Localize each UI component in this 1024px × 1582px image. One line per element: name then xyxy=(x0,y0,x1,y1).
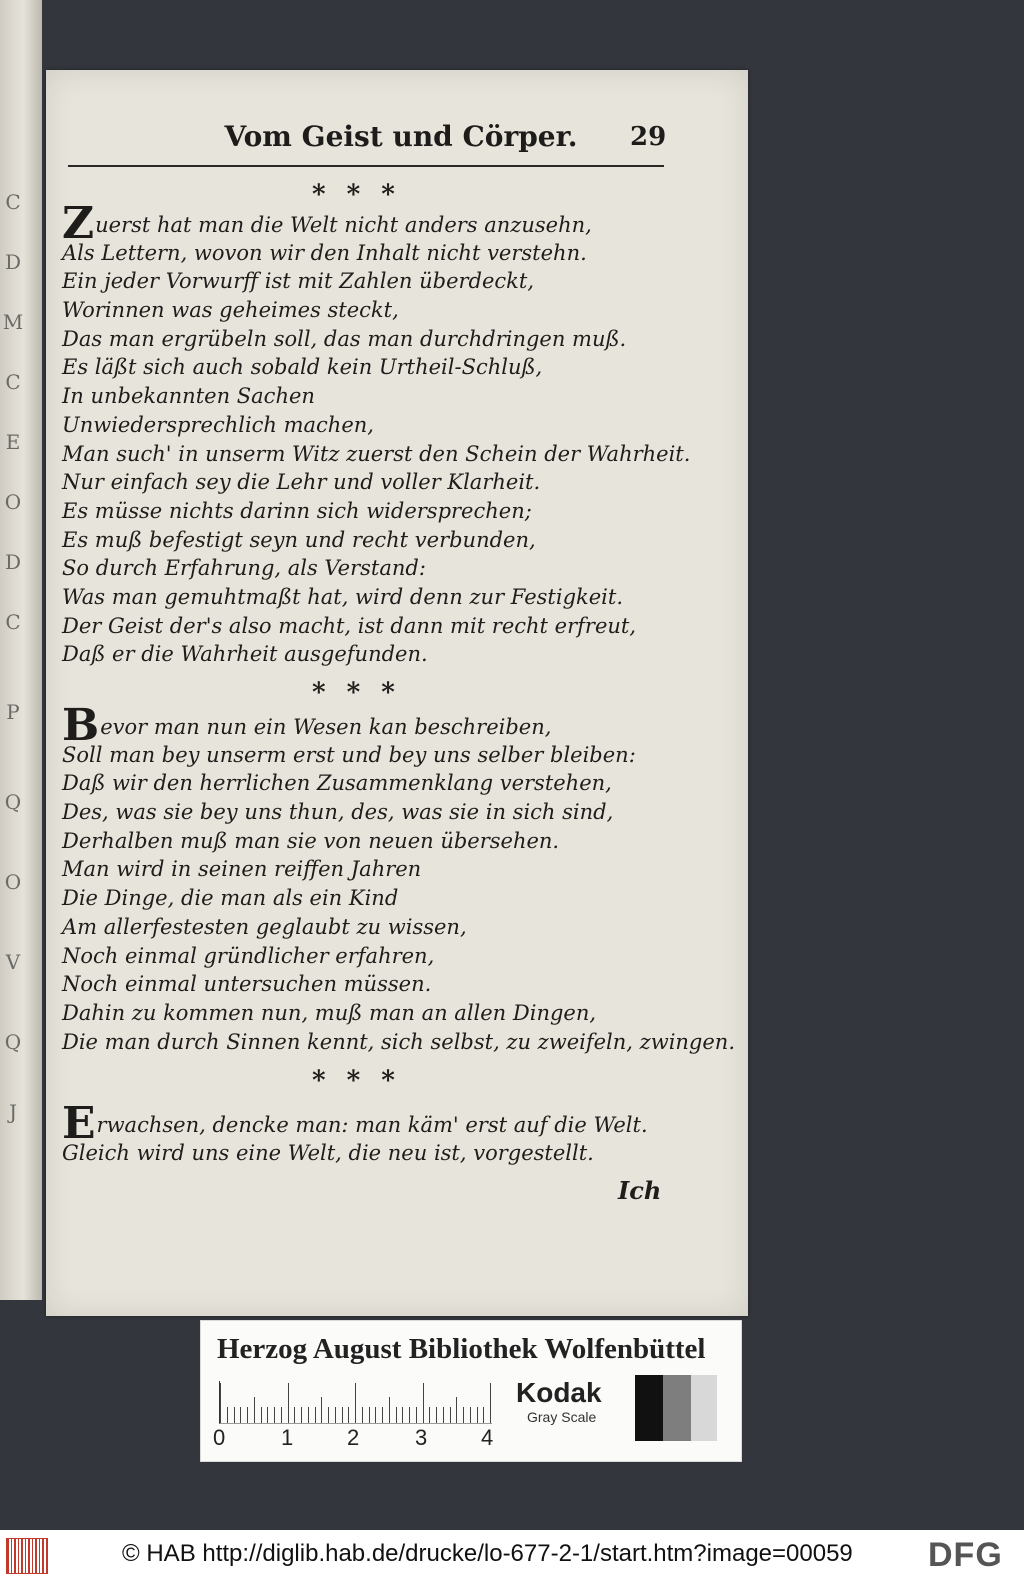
verse-line: Des, was sie bey uns thun, des, was sie in sich sind, xyxy=(62,800,614,825)
ruler-number: 4 xyxy=(481,1425,494,1450)
ruler-tick xyxy=(288,1383,289,1423)
edge-glyph: O xyxy=(4,490,22,514)
ruler-tick xyxy=(402,1407,403,1423)
book-page xyxy=(46,70,748,1316)
ruler-tick xyxy=(274,1407,275,1423)
ruler-tick xyxy=(389,1397,390,1423)
ruler-tick xyxy=(267,1407,268,1423)
verse-line: Am allerfestesten geglaubt zu wissen, xyxy=(62,914,467,939)
ruler-tick xyxy=(396,1407,397,1423)
verse-line: Ein jeder Vorwurff ist mit Zahlen überdeckt, xyxy=(62,269,535,294)
edge-glyph: M xyxy=(2,310,24,334)
ruler-tick xyxy=(227,1407,228,1423)
edge-glyph: P xyxy=(6,700,20,724)
verse-line: Derhalben muß man sie von neuen übersehen. xyxy=(62,828,560,853)
library-name: Herzog August Bibliothek Wolfenbüttel xyxy=(217,1333,706,1365)
drop-capital: Z xyxy=(62,198,95,249)
edge-glyph: D xyxy=(4,250,22,274)
ruler-tick xyxy=(463,1407,464,1423)
running-head: Vom Geist und Cörper. xyxy=(224,120,578,153)
verse-line: Es müsse nichts darinn sich widersprechen; xyxy=(62,498,532,523)
ruler-tick xyxy=(409,1407,410,1423)
ruler-tick xyxy=(490,1383,491,1423)
asterism-ornament: * * * xyxy=(312,678,401,708)
verse-line: Als Lettern, wovon wir den Inhalt nicht verstehn. xyxy=(62,240,587,265)
verse-line: Dahin zu kommen nun, muß man an allen Dingen, xyxy=(62,1000,597,1025)
kodak-brand: Kodak xyxy=(516,1377,602,1408)
ruler-tick xyxy=(450,1407,451,1423)
verse-line: Was man gemuhtmaßt hat, wird denn zur Festigkeit. xyxy=(62,584,624,609)
ruler-tick xyxy=(483,1407,484,1423)
drop-capital: B xyxy=(62,700,100,751)
ruler-tick xyxy=(423,1383,424,1423)
adjacent-page-edge xyxy=(0,0,42,1300)
header-rule xyxy=(68,165,664,167)
verse-line: Soll man bey unserm erst und bey uns selber bleiben: xyxy=(62,742,636,767)
ruler-tick xyxy=(375,1407,376,1423)
ruler-tick xyxy=(369,1407,370,1423)
edge-glyph: C xyxy=(5,610,21,634)
verse-line: Daß er die Wahrheit ausgefunden. xyxy=(62,642,428,667)
verse-line: Noch einmal untersuchen müssen. xyxy=(62,972,432,997)
edge-glyph: Q xyxy=(4,1030,22,1054)
verse-line: Es muß befestigt seyn und recht verbunden, xyxy=(62,527,536,552)
ruler-number: 0 xyxy=(213,1425,226,1450)
ruler-tick xyxy=(477,1407,478,1423)
ruler-tick xyxy=(234,1407,235,1423)
scale-ruler xyxy=(219,1381,492,1424)
edge-glyph: C xyxy=(5,370,21,394)
gray-swatch-mid xyxy=(663,1375,691,1441)
ruler-tick xyxy=(436,1407,437,1423)
ruler-tick xyxy=(261,1407,262,1423)
footer-bar xyxy=(0,1530,1024,1582)
edge-glyph: J xyxy=(8,1100,18,1124)
dfg-logo: DFG xyxy=(928,1536,1003,1574)
ruler-tick xyxy=(247,1407,248,1423)
verse-line: Bevor man nun ein Wesen kan beschreiben, xyxy=(62,700,552,751)
ruler-tick xyxy=(429,1407,430,1423)
edge-glyph: Q xyxy=(4,790,22,814)
verse-line: Worinnen was geheimes steckt, xyxy=(62,298,399,323)
catchword: Ich xyxy=(618,1176,662,1205)
verse-line: Die man durch Sinnen kennt, sich selbst, zu zweifeln, zwingen. xyxy=(62,1029,736,1054)
verse-line: So durch Erfahrung, als Verstand: xyxy=(62,556,426,581)
gray-swatch-light xyxy=(691,1375,717,1441)
verse-line: Erwachsen, dencke man: man käm' erst auf die Welt. xyxy=(62,1098,648,1149)
asterism-ornament: * * * xyxy=(312,1066,401,1096)
ruler-tick xyxy=(281,1407,282,1423)
kodak-subtitle: Gray Scale xyxy=(527,1409,597,1425)
ruler-tick xyxy=(443,1407,444,1423)
verse-line: In unbekannten Sachen xyxy=(62,384,315,409)
verse-line: Daß wir den herrlichen Zusammenklang verstehen, xyxy=(62,771,612,796)
ruler-tick xyxy=(254,1397,255,1423)
gray-swatch-black xyxy=(635,1375,663,1441)
edge-glyph: D xyxy=(4,550,22,574)
ruler-tick xyxy=(315,1407,316,1423)
verse-line: Man such' in unserm Witz zuerst den Schein der Wahrheit. xyxy=(62,441,691,466)
verse-line: Noch einmal gründlicher erfahren, xyxy=(62,943,435,968)
ruler-tick xyxy=(335,1407,336,1423)
verse-line: Zuerst hat man die Welt nicht anders anzusehn, xyxy=(62,198,592,249)
ruler-tick xyxy=(294,1407,295,1423)
ruler-tick xyxy=(321,1397,322,1423)
barcode-icon xyxy=(6,1538,48,1574)
ruler-tick xyxy=(301,1407,302,1423)
ruler-tick xyxy=(355,1383,356,1423)
verse-line: Nur einfach sey die Lehr und voller Klarheit. xyxy=(62,470,541,495)
ruler-tick xyxy=(308,1407,309,1423)
verse-line: Das man ergrübeln soll, das man durchdringen muß. xyxy=(62,326,627,351)
ruler-tick xyxy=(328,1407,329,1423)
ruler-number: 3 xyxy=(415,1425,428,1450)
verse-line: Man wird in seinen reiffen Jahren xyxy=(62,857,422,882)
ruler-tick xyxy=(470,1407,471,1423)
ruler-number: 2 xyxy=(347,1425,360,1450)
library-reference-card xyxy=(200,1320,742,1462)
source-url[interactable]: © HAB http://diglib.hab.de/drucke/lo-677-2-1/start.htm?image=00059 xyxy=(122,1540,853,1567)
verse-line: Die Dinge, die man als ein Kind xyxy=(62,886,399,911)
edge-glyph: C xyxy=(5,190,21,214)
edge-glyph: V xyxy=(5,950,21,974)
verse-line: Unwiedersprechlich machen, xyxy=(62,412,374,437)
ruler-tick xyxy=(456,1397,457,1423)
ruler-tick xyxy=(342,1407,343,1423)
verse-line: Gleich wird uns eine Welt, die neu ist, vorgestellt. xyxy=(62,1140,594,1165)
page-number: 29 xyxy=(630,122,667,152)
drop-capital: E xyxy=(62,1098,96,1149)
ruler-tick xyxy=(362,1407,363,1423)
ruler-number: 1 xyxy=(281,1425,294,1450)
ruler-tick xyxy=(348,1407,349,1423)
ruler-tick xyxy=(416,1407,417,1423)
ruler-tick xyxy=(382,1407,383,1423)
verse-line: Der Geist der's also macht, ist dann mit recht erfreut, xyxy=(62,613,637,638)
edge-glyph: O xyxy=(4,870,22,894)
verse-line: Es läßt sich auch sobald kein Urtheil-Schluß, xyxy=(62,355,543,380)
asterism-ornament: * * * xyxy=(312,180,401,210)
ruler-tick xyxy=(220,1383,221,1423)
ruler-tick xyxy=(240,1407,241,1423)
edge-glyph: E xyxy=(5,430,21,454)
